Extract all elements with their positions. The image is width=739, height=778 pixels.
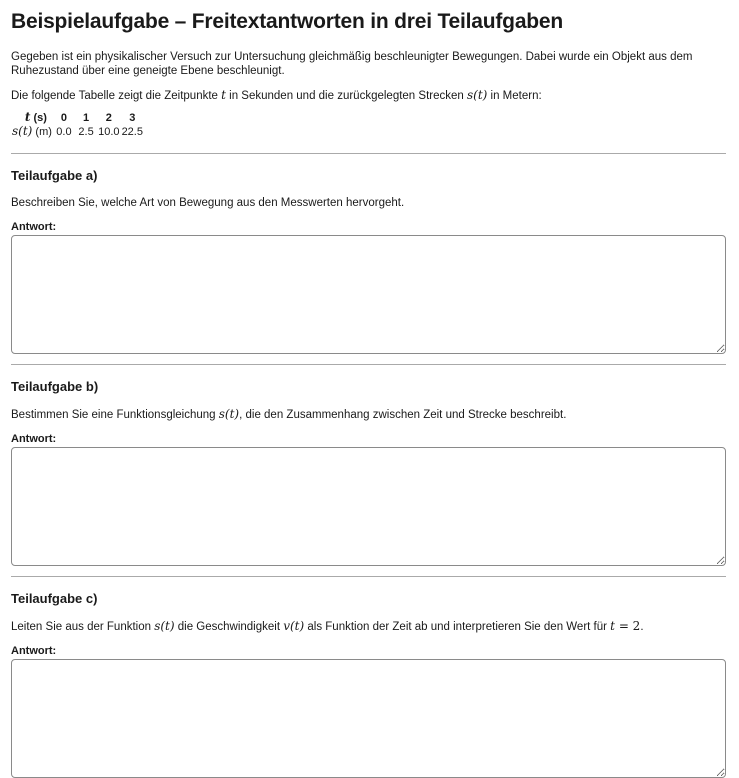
table-row-time xyxy=(11,111,144,125)
math-var-t: t xyxy=(610,619,615,633)
task-a-answer-label: Antwort: xyxy=(11,221,57,233)
time-value: 0 xyxy=(60,111,68,124)
time-header-unit: (s) xyxy=(30,112,47,124)
task-c-question xyxy=(11,619,726,634)
table-intro-part2: in Sekunden und die zurückgelegten Strecken xyxy=(225,90,467,102)
task-c-question-part4: . xyxy=(640,621,644,633)
distance-value: 10.0 xyxy=(98,125,120,138)
intro-text: Gegeben ist ein physikalischer Versuch zur Untersuchung gleichmäßig beschleunigter Bewegungen. Dabei wurde ein Objekt aus dem Ruhezustand über eine geneigte Ebene beschleunigt. xyxy=(11,51,693,77)
task-a-question: Beschreiben Sie, welche Art von Bewegung aus den Messwerten hervorgeht. xyxy=(11,197,405,209)
task-b-question-part1: Bestimmen Sie eine Funktionsgleichung xyxy=(11,409,219,421)
task-c-heading: Teilaufgabe c) xyxy=(11,591,98,606)
table-intro-part3: in Metern: xyxy=(487,90,542,102)
task-c-question-part3: als Funktion der Zeit ab und interpretieren Sie den Wert für xyxy=(304,621,611,633)
distance-header xyxy=(11,125,53,139)
task-b-heading: Teilaufgabe b) xyxy=(11,379,99,394)
page-title: Beispielaufgabe – Freitextantworten in drei Teilaufgaben xyxy=(11,10,564,33)
math-var-t: t xyxy=(221,88,226,102)
table-intro xyxy=(11,88,726,103)
distance-value: 22.5 xyxy=(121,125,143,138)
time-value: 2 xyxy=(105,111,112,124)
time-value: 1 xyxy=(83,111,90,124)
distance-header-var: s(t) xyxy=(12,124,33,138)
distance-header-unit: (m) xyxy=(32,126,52,138)
task-b-question xyxy=(11,407,726,422)
math-var-s: s(t) xyxy=(218,407,240,421)
math-var-s: s(t) xyxy=(154,619,175,633)
task-b-question-part2: , die den Zusammenhang zwischen Zeit und Strecke beschreibt. xyxy=(239,409,567,421)
table-row-distance xyxy=(11,125,144,139)
distance-value: 2.5 xyxy=(78,125,94,138)
task-c-answer-label: Antwort: xyxy=(11,645,57,657)
math-equation: = 2 xyxy=(615,619,641,633)
math-var-v: v(t) xyxy=(283,619,305,633)
distance-value: 0.0 xyxy=(56,125,72,138)
task-b-answer-input[interactable] xyxy=(11,447,726,566)
time-header-var: t xyxy=(24,110,31,124)
task-c-question-part2: die Geschwindigkeit xyxy=(174,621,284,633)
task-b-section xyxy=(11,365,726,566)
task-c-section xyxy=(11,577,726,778)
task-a-heading: Teilaufgabe a) xyxy=(11,168,98,183)
task-a-answer-input[interactable] xyxy=(11,235,726,354)
task-a-section xyxy=(11,154,726,354)
task-c-question-part1: Leiten Sie aus der Funktion xyxy=(11,621,155,633)
time-value: 3 xyxy=(129,111,136,124)
measurement-table xyxy=(11,111,144,139)
time-header xyxy=(11,111,53,125)
table-intro-part1: Die folgende Tabelle zeigt die Zeitpunkte xyxy=(11,90,222,102)
math-var-s: s(t) xyxy=(466,88,488,102)
task-b-answer-label: Antwort: xyxy=(11,433,57,445)
task-c-answer-input[interactable] xyxy=(11,659,726,778)
